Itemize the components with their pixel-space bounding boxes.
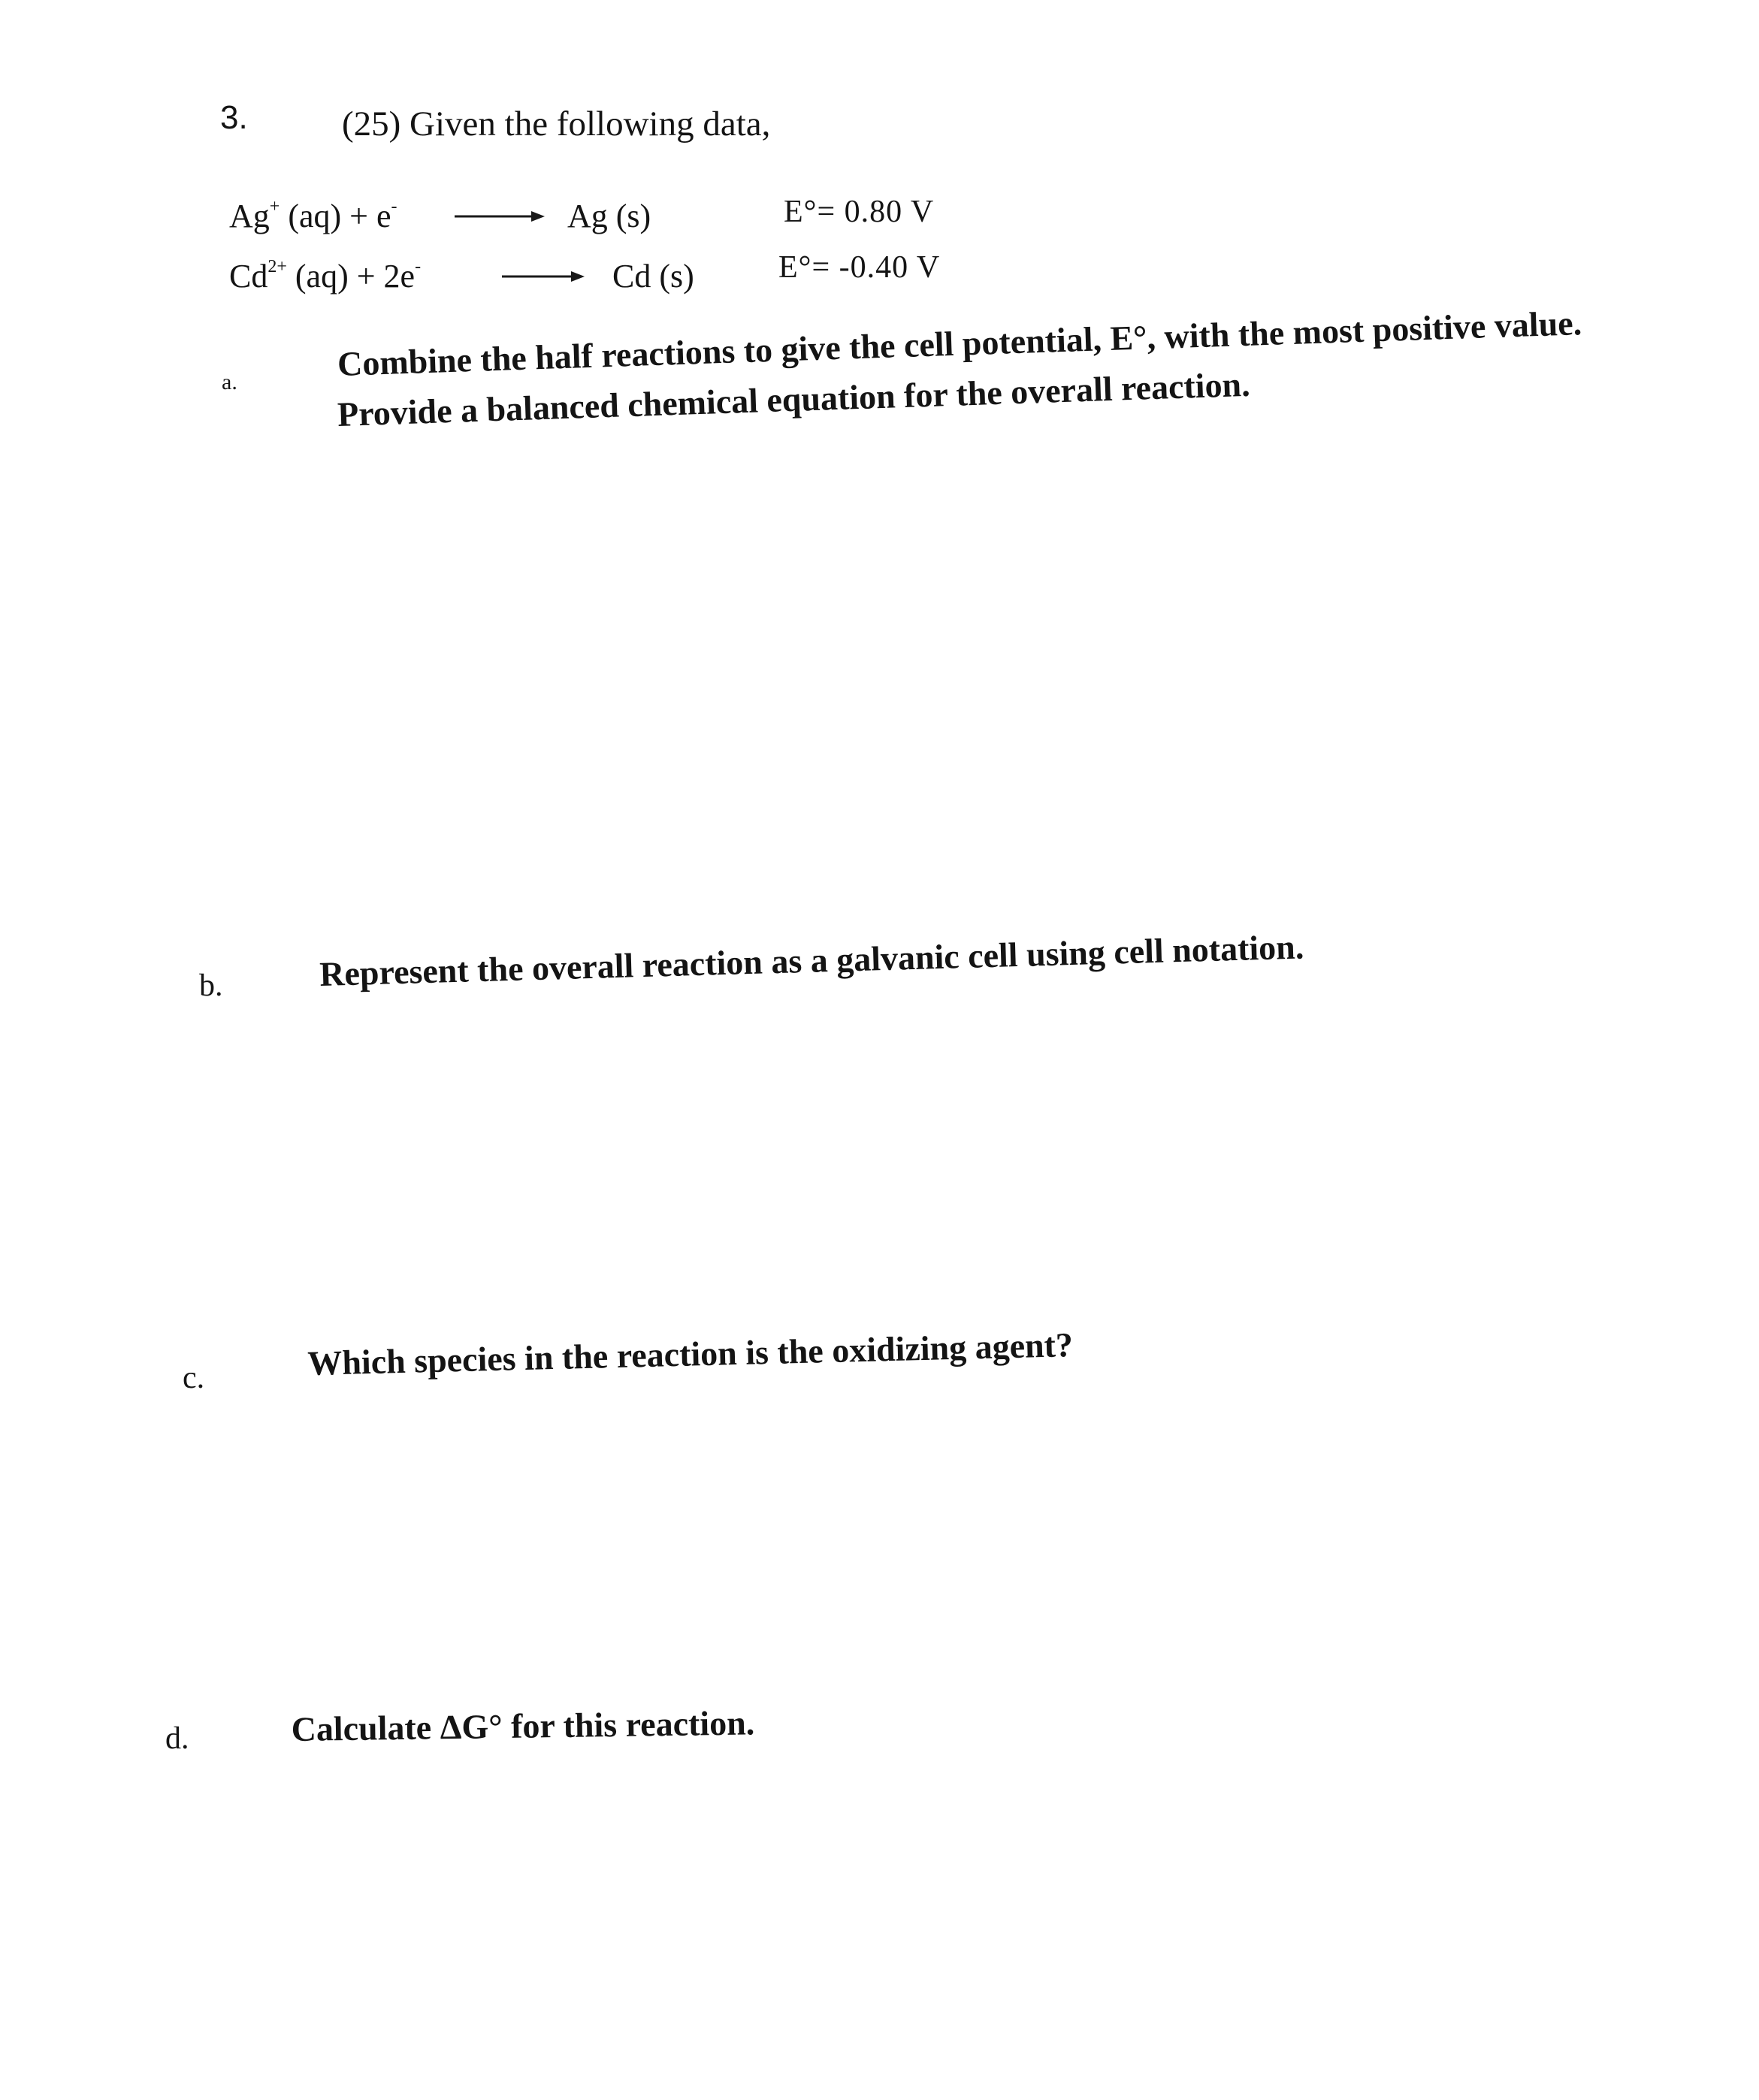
part-a-prompt-line-1: Combine the half reactions to give the cell potential, E°, with the most positive value. bbox=[337, 304, 1582, 384]
question-number: 3. bbox=[220, 99, 248, 136]
cadmium-potential: E°= -0.40 V bbox=[778, 250, 941, 285]
reaction-arrow-icon bbox=[502, 270, 585, 283]
silver-ion-charge: + bbox=[269, 197, 280, 216]
cadmium-reactant-state: (aq) + 2e bbox=[286, 258, 416, 295]
silver-reactant-state: (aq) + e bbox=[280, 198, 391, 234]
silver-potential: E°= 0.80 V bbox=[784, 195, 935, 229]
part-d-prompt: Calculate ΔG° for this reaction. bbox=[291, 1703, 755, 1748]
part-c-label: c. bbox=[183, 1361, 205, 1395]
cadmium-ion-charge: 2+ bbox=[267, 257, 287, 276]
silver-product: Ag (s) bbox=[567, 198, 651, 234]
electron-charge: - bbox=[415, 257, 422, 276]
part-b-prompt: Represent the overall reaction as a galvanic cell using cell notation. bbox=[319, 927, 1304, 994]
reaction-arrow-icon bbox=[455, 210, 545, 222]
cadmium-ion-symbol: Cd bbox=[229, 258, 268, 295]
electron-charge: - bbox=[391, 197, 397, 216]
cadmium-product: Cd (s) bbox=[612, 258, 694, 295]
part-a-label: a. bbox=[222, 370, 237, 394]
part-d-label: d. bbox=[165, 1721, 189, 1756]
part-c-prompt: Which species in the reaction is the oxidizing agent? bbox=[307, 1325, 1074, 1383]
part-a-prompt-line-2: Provide a balanced chemical equation for the overall reaction. bbox=[337, 364, 1251, 434]
half-reaction-silver-reactants bbox=[229, 197, 397, 235]
half-reaction-cadmium-reactants bbox=[229, 257, 421, 295]
question-intro: (25) Given the following data, bbox=[342, 104, 771, 144]
silver-ion-symbol: Ag bbox=[229, 198, 270, 234]
part-b-label: b. bbox=[199, 968, 223, 1003]
